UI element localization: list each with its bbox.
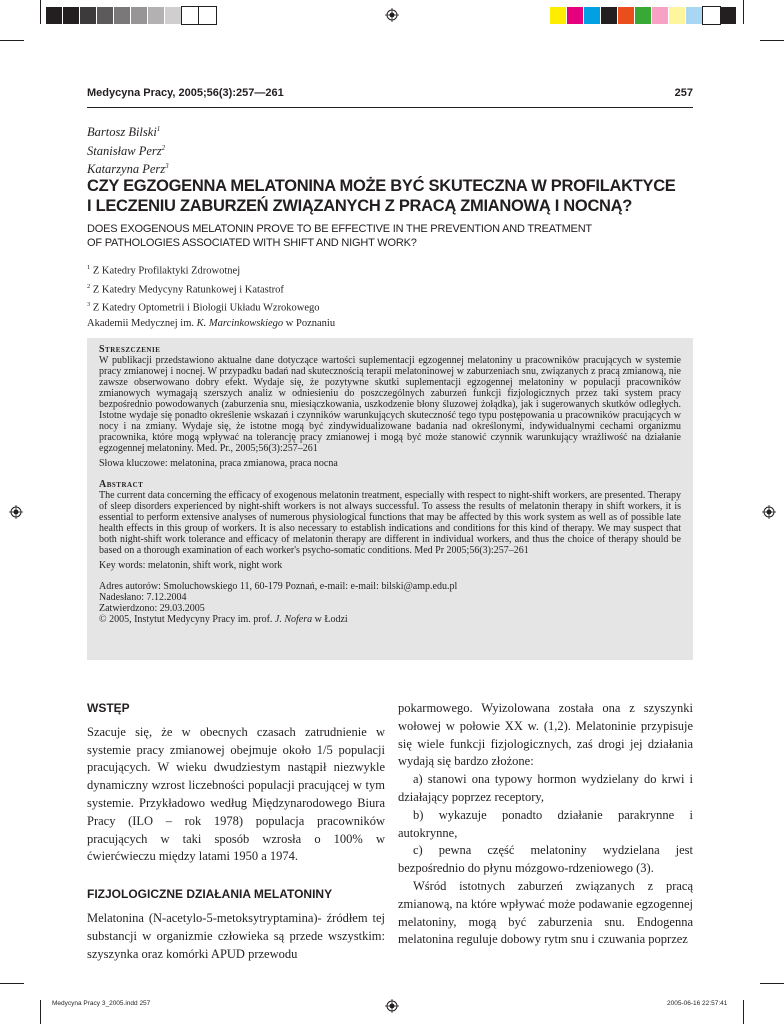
color-swatch — [165, 7, 182, 24]
crop-mark — [0, 40, 24, 41]
header-rule — [87, 107, 693, 108]
color-swatch — [686, 7, 703, 24]
registration-mark-icon — [762, 505, 776, 519]
running-head — [87, 87, 693, 99]
color-swatch — [601, 7, 618, 24]
file-slug: Medycyna Pracy 3_2005.indd 257 — [52, 1000, 151, 1007]
body-paragraph: pokarmowego. Wyizolowana została ona z szyszynki wołowej w połowie XX w. (1,2). Melatoninie przypisuje się wiele funkcji fizjologicznych, zaś drogi jej działania wydają się bardzo złożone: — [398, 701, 693, 769]
section-heading-physiology: FIZJOLOGICZNE DZIAŁANIA MELATONINY — [87, 887, 333, 902]
page-number: 257 — [674, 87, 693, 99]
color-swatch — [97, 7, 114, 24]
list-item: c) pewna część melatoniny wydzielana jest bezpośrednio do płynu mózgowo-rdzeniowego (3). — [398, 843, 693, 876]
color-swatch — [148, 7, 165, 24]
color-swatch — [550, 7, 567, 24]
abstract-body-english: The current data concerning the efficacy of exogenous melatonin treatment, especially with respect to night-shift workers, are presented. Therapy of sleep disorders experienced by night-shift workers is not always successful. To assess the results of melatonin therapy in shift workers, it is essential to perform extensive analyses of numerous physiological functions that may be affected by this work system as well as of possible late health effects in this group of workers. It is also necessary to establish indications and conditions for this kind of therapy. We may suspect that both night-shift work tolerance and efficacy of melatonin therapy are different in individual workers, and thus the choice of therapy should be based on a thorough examination of each worker's psycho-somatic conditions. Med Pr 2005;56(3):257–261 — [99, 490, 681, 556]
color-swatch — [114, 7, 131, 24]
crop-mark — [40, 1000, 41, 1024]
color-swatch — [199, 7, 216, 24]
affiliation: $^2$ Z Katedry Medycyny Ratunkowej i Katastrof — [87, 282, 284, 295]
color-swatch — [80, 7, 97, 24]
physiology-paragraph: Melatonina (N-acetylo-5-metoksytryptamina)- źródłem tej substancji w organizmie człowieka są przede wszystkim: szyszynka oraz komórki APUD przewodu — [87, 910, 385, 961]
color-swatch — [584, 7, 601, 24]
author-address: Adres autorów: Smoluchowskiego 11, 60-179 Poznań, e-mail: e-mail: bilski@amp.edu.pl — [99, 581, 458, 592]
print-timestamp: 2005-06-16 22:57:41 — [667, 1000, 728, 1007]
received-date: Nadesłano: 7.12.2004 — [99, 592, 187, 603]
article-title-english: DOES EXOGENOUS MELATONIN PROVE TO BE EFFECTIVE IN THE PREVENTION AND TREATMENT OF PATHOLOGIES ASSOCIATED WITH SHIFT AND NIGHT WORK? — [87, 223, 592, 249]
approved-date: Zatwierdzono: 29.03.2005 — [99, 603, 205, 614]
color-swatch — [618, 7, 635, 24]
keywords-polish: Słowa kluczowe: melatonina, praca zmianowa, praca nocna — [99, 458, 338, 469]
crop-mark — [743, 0, 744, 24]
registration-mark-icon — [9, 505, 23, 519]
crop-mark — [40, 0, 41, 24]
body-column-left — [87, 700, 385, 963]
registration-mark-icon — [385, 999, 399, 1013]
affiliation: $^1$ Z Katedry Profilaktyki Zdrowotnej — [87, 264, 241, 277]
abstract-heading-polish: Streszczenie — [99, 344, 161, 355]
color-swatch — [63, 7, 80, 24]
section-heading-introduction: WSTĘP — [87, 701, 130, 715]
affiliation: $^3$ Z Katedry Optometrii i Biologii Układu Wzrokowego — [87, 301, 320, 314]
gray-calibration-bar — [46, 7, 216, 24]
crop-mark — [760, 40, 784, 41]
author: Bartosz Bilski$^1$ — [87, 125, 161, 140]
abstract-heading-english: Abstract — [99, 479, 144, 490]
author-list — [87, 122, 169, 178]
abstract-body-polish: W publikacji przedstawiono aktualne dane dotyczące wartości suplementacji egzogennej melatoniny u pracowników pracujących w systemie pracy zmianowej i nocnej. W przypadku badań nad skutecznością terapii melatoninowej w zaburzeniach snu, związanych z pracą zmianową, nie zawsze obserwowano dobry efekt. Wydaje się, że pozytywne skutki suplementacji egzogennej melatoniny w populacji pracowników zmianowych wymagają szerszych analiz w odniesieniu do poszczególnych zaburzeń funkcji fizjologicznych przez taki system pracy bezpośrednio powodowanych (zaburzenia snu, miesiączkowania, uszkodzenie błony śluzowej żołądka), jak i sugerowanych skutków odległych. Istotne wydaje się ponadto określenie wskazań i czynników warunkujących skuteczność tego typu postępowania u pracowników pracujących w nocy i na zmiany. Wydaje się, że istotne mogą być zindywidualizowane badania nad określonymi, indywidualnymi cechami organizmu pracownika, które mogą wpływać na tolerancję pracy zmianowej i mogą być może stanowić czynnik warunkujący wrażliwość na działanie egzogennej melatoniny. Med. Pr., 2005;56(3):257–261 — [99, 355, 681, 454]
author: Katarzyna Perz$^3$ — [87, 162, 169, 177]
body-paragraph: Wśród istotnych zaburzeń związanych z pracą zmianową, na które wpływać może podawanie egzogennej melatoniny, mogą być zaburzenia snu. Endogenna melatonina reguluje dobowy rytm snu i czuwania poprzez — [398, 878, 693, 947]
crop-mark — [0, 983, 24, 984]
author: Stanisław Perz$^2$ — [87, 143, 166, 158]
color-swatch — [669, 7, 686, 24]
list-item: a) stanowi ona typowy hormon wydzielany do krwi i działający poprzez receptory, — [398, 772, 693, 804]
affiliation-institution: Akademii Medycznej im. K. Marcinkowskiego w Poznaniu — [87, 317, 336, 329]
article-title-polish: CZY EGZOGENNA MELATONINA MOŻE BYĆ SKUTECZNA W PROFILAKTYCE I LECZENIU ZABURZEŃ ZWIĄZANYCH Z PRACĄ ZMIANOWĄ I NOCNĄ? — [87, 177, 676, 215]
body-column-right — [398, 700, 693, 949]
color-swatch — [567, 7, 584, 24]
crop-mark — [760, 983, 784, 984]
color-swatch — [720, 7, 737, 24]
introduction-paragraph: Szacuje się, że w obecnych czasach zatrudnienie w systemie pracy zmianowej obejmuje około 1/5 populacji pracujących. W wieku dwudziestym nastąpił niezwykle dynamiczny wzrost liczebności populacji pracującej w tym systemie. Przykładowo według Międzynarodowego Biura Pracy (ILO – rok 1978) populacja pracowników pracujących w taki sposób wzrosła o 100% w ćwierćwieczu między latami 1950 a 1974. — [87, 724, 385, 864]
registration-mark-icon — [385, 8, 399, 22]
color-swatch — [652, 7, 669, 24]
affiliations — [87, 260, 335, 331]
color-swatch — [46, 7, 63, 24]
journal-citation: Medycyna Pracy, 2005;56(3):257—261 — [87, 87, 284, 99]
copyright-line: © 2005, Instytut Medycyny Pracy im. prof. J. Nofera w Łodzi — [99, 614, 348, 625]
color-calibration-bar — [550, 7, 737, 24]
color-swatch — [131, 7, 148, 24]
color-swatch — [182, 7, 199, 24]
crop-mark — [743, 1000, 744, 1024]
keywords-english: Key words: melatonin, shift work, night work — [99, 560, 283, 571]
color-swatch — [703, 7, 720, 24]
color-swatch — [635, 7, 652, 24]
abstract-box — [87, 338, 693, 660]
list-item: b) wykazuje ponadto działanie parakrynne i autokrynne, — [398, 807, 693, 840]
